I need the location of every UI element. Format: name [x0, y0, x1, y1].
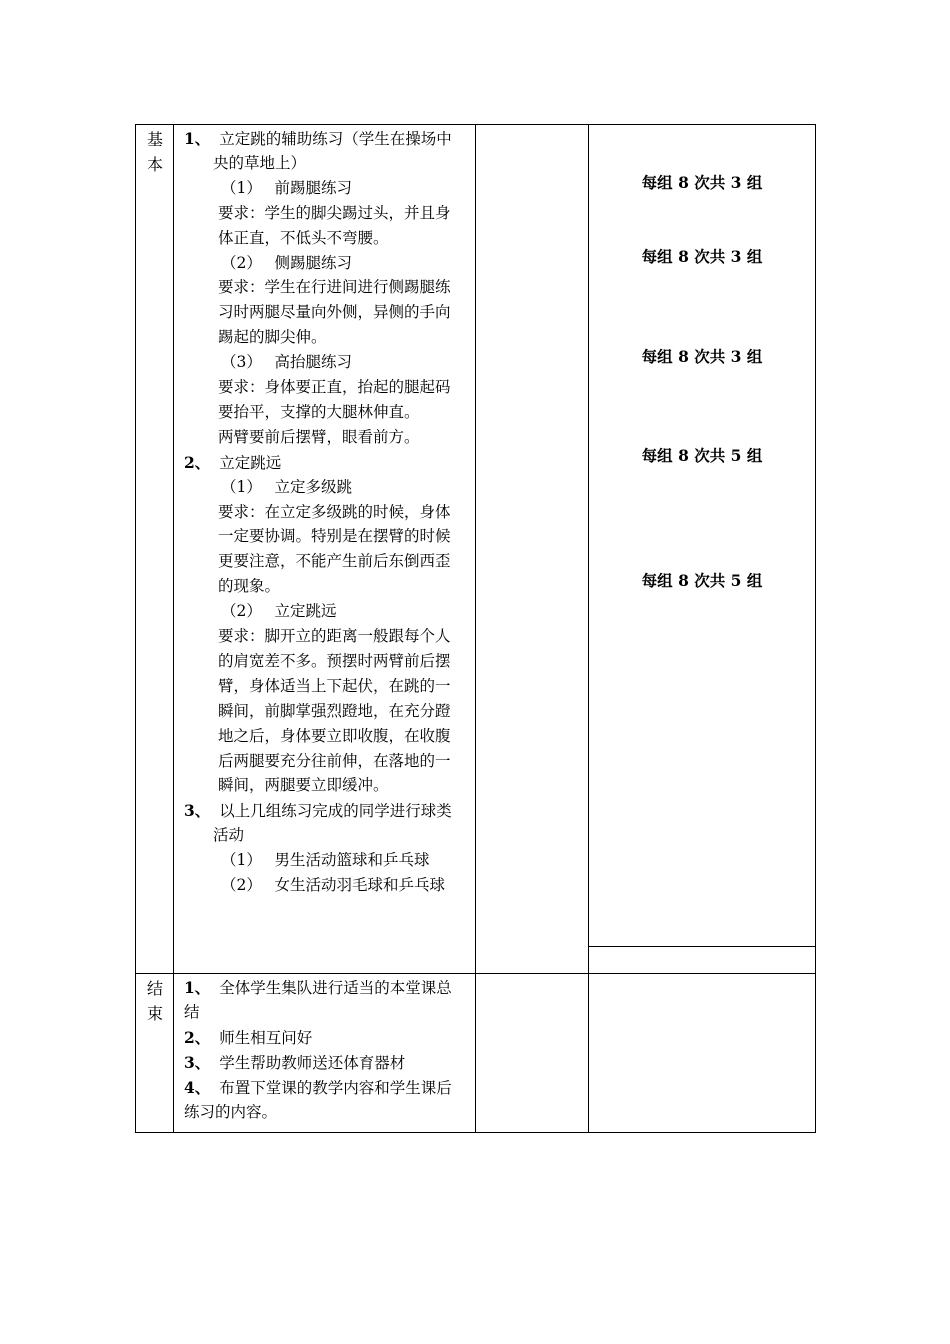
content-line: [218, 773, 389, 798]
reps-cell-basic: [589, 125, 815, 973]
item-number: 4、: [184, 1077, 211, 1097]
item-text: 要求：脚开立的距离一般跟每个人: [218, 627, 451, 645]
item-number: 2、: [184, 1027, 211, 1047]
content-line: [218, 201, 451, 226]
content-line: [213, 823, 244, 848]
item-text: 练习的内容。: [184, 1102, 278, 1121]
content-line: [184, 1025, 312, 1051]
item-text: （3） 高抬腿练习: [221, 353, 353, 372]
content-line: [184, 975, 452, 1001]
content-line: [218, 549, 451, 574]
item-text: （1） 男生活动篮球和乒乓球: [221, 851, 430, 870]
repetition-label: 每组 8 次共 3 组: [641, 173, 763, 192]
item-text: 要求：学生在行进间进行侧踢腿练: [218, 278, 451, 297]
item-text: 踢起的脚尖伸。: [218, 328, 327, 347]
content-cell-basic: [174, 125, 476, 973]
repetition-label: 每组 8 次共 3 组: [641, 247, 763, 266]
content-line: [221, 251, 352, 276]
content-line: [184, 126, 452, 152]
item-text: 要求：身体要正直，抬起的腿起码: [218, 378, 451, 396]
item-number: 1、: [184, 978, 211, 997]
content-line: [184, 1075, 452, 1101]
section-end-row: [135, 973, 816, 1133]
item-text: 后两腿要充分往前伸，在落地的一: [218, 751, 451, 770]
content-line: [218, 500, 451, 525]
item-text: 结: [184, 1002, 200, 1021]
section-label-end: 结 束: [146, 979, 163, 1023]
lesson-table: [135, 124, 816, 1133]
item-text: （2） 立定跳远: [221, 602, 337, 621]
item-text: 立定跳远: [219, 453, 282, 472]
content-line: [184, 450, 281, 476]
content-line: [221, 873, 445, 898]
repetition-label: 每组 8 次共 5 组: [641, 446, 763, 465]
cell-divider: [589, 946, 815, 947]
content-line: [218, 649, 451, 674]
item-text: 立定跳的辅助练习（学生在操场中: [219, 130, 452, 148]
item-text: （1） 前踢腿练习: [221, 178, 353, 197]
item-text: 要抬平，支撑的大腿林伸直。: [218, 402, 420, 421]
section-label-basic: 基 本: [146, 130, 163, 174]
item-text: 体正直，不低头不弯腰。: [218, 228, 389, 247]
content-line: [218, 226, 389, 251]
item-number: 3、: [184, 801, 211, 821]
item-text: 地之后，身体要立即收腹，在收腹: [218, 726, 451, 745]
item-text: 瞬间，前脚掌强烈蹬地，在充分蹬: [218, 701, 451, 720]
content-line: [221, 848, 430, 873]
content-line: [221, 176, 352, 201]
content-line: [218, 400, 420, 425]
item-text: 臂，身体适当上下起伏，在跳的一: [218, 676, 451, 695]
content-line: [218, 300, 451, 325]
section-basic-row: [135, 124, 816, 973]
item-text: 两臂要前后摆臂，眼看前方。: [218, 427, 420, 446]
item-text: 的现象。: [218, 577, 281, 596]
organization-cell-end: [476, 974, 589, 1132]
item-number: 2、: [184, 452, 211, 472]
content-line: [218, 275, 451, 300]
content-line: [184, 1000, 200, 1025]
item-text: 要求：学生的脚尖踢过头，并且身: [218, 203, 451, 222]
content-cell-end: [174, 974, 476, 1132]
content-line: [218, 574, 280, 599]
content-line: [218, 325, 327, 350]
item-text: （1） 立定多级跳: [221, 477, 353, 496]
item-text: 央的草地上）: [213, 153, 307, 172]
item-text: 学生帮助教师送还体育器材: [219, 1053, 406, 1072]
reps-cell-end: [589, 974, 815, 1132]
item-text: 习时两腿尽量向外侧，异侧的手向: [218, 303, 451, 322]
item-text: （2） 女生活动羽毛球和乒乓球: [221, 876, 446, 894]
repetition-label: 每组 8 次共 5 组: [641, 571, 763, 590]
item-text: 更要注意，不能产生前后东倒西歪: [218, 552, 451, 571]
section-label-cell: [136, 125, 174, 973]
organization-cell-basic: [476, 125, 589, 973]
content-line: [221, 350, 352, 375]
content-line: [218, 524, 451, 549]
item-text: 要求：在立定多级跳的时候，身体: [218, 502, 451, 521]
content-line: [218, 749, 451, 774]
content-line: [218, 674, 451, 699]
item-number: 3、: [184, 1052, 211, 1072]
content-line: [221, 599, 337, 624]
content-line: [218, 724, 451, 749]
content-line: [218, 624, 451, 649]
item-text: 活动: [213, 826, 245, 845]
content-line: [218, 425, 420, 450]
item-text: 瞬间，两腿要立即缓冲。: [218, 776, 389, 795]
content-line: [184, 1100, 277, 1125]
item-text: （2） 侧踢腿练习: [221, 253, 353, 272]
item-text: 一定要协调。特别是在摆臂的时候: [218, 527, 451, 546]
item-text: 师生相互问好: [219, 1028, 313, 1047]
content-line: [218, 375, 451, 400]
content-line: [218, 699, 451, 724]
content-line: [213, 151, 306, 176]
repetition-label: 每组 8 次共 3 组: [641, 347, 763, 366]
item-number: 1、: [184, 129, 211, 148]
item-text: 的肩宽差不多。预摆时两臂前后摆: [218, 651, 451, 670]
section-label-cell: [136, 974, 174, 1132]
item-text: 布置下堂课的教学内容和学生课后: [219, 1078, 452, 1097]
content-line: [184, 798, 452, 824]
item-text: 全体学生集队进行适当的本堂课总: [219, 979, 452, 997]
content-line: [184, 1050, 405, 1076]
item-text: 以上几组练习完成的同学进行球类: [219, 802, 452, 821]
content-line: [221, 475, 352, 500]
